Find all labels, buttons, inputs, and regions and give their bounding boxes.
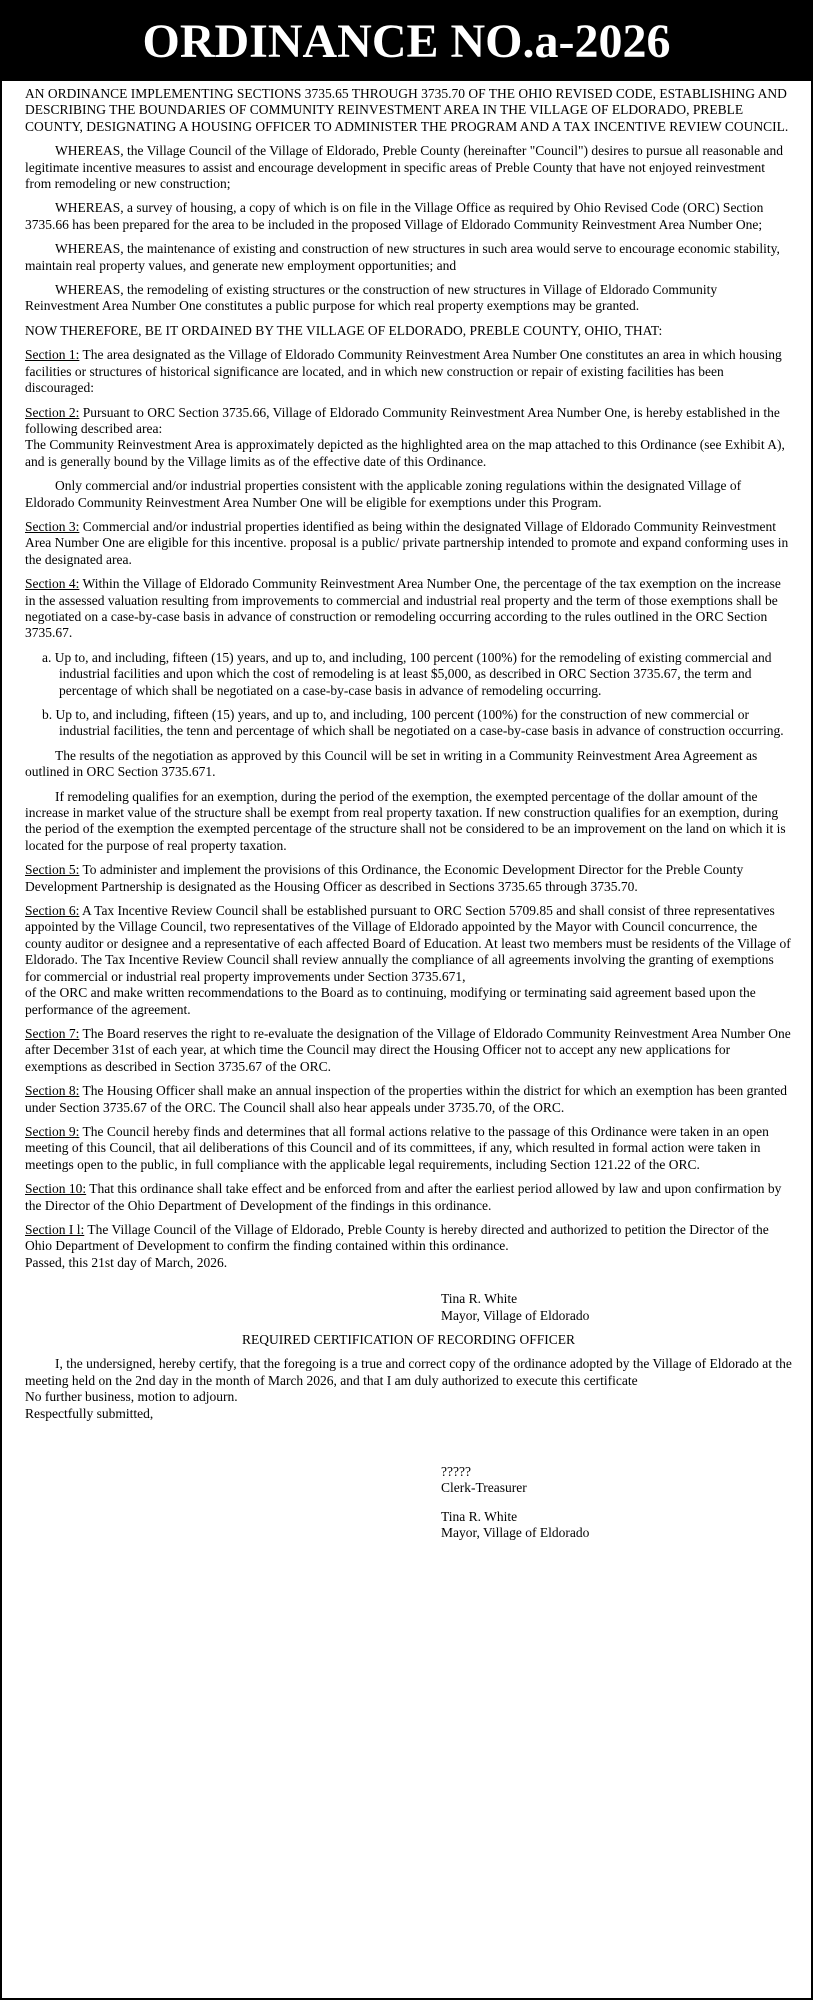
clerk-signature-name: ????? [441, 1464, 471, 1480]
section-5 [25, 862, 792, 895]
certification-text: I, the undersigned, hereby certify, that the foregoing is a true and correct copy of the ordinance adopted by the Village of Eldorado at the meeting held on the 2nd day in the month of March 2026, and that I am duly authorized to execute this certificate [25, 1356, 792, 1388]
section-1 [25, 347, 792, 396]
mayor-signature-2-name: Tina R. White [441, 1508, 518, 1524]
whereas-2: WHEREAS, a survey of housing, a copy of which is on file in the Village Office as required by Ohio Revised Code (ORC) Section 3735.66 has been prepared for the area to be included in the proposed Village of Eldorado Community Reinvestment Area Number One; [25, 200, 764, 232]
section-10-label: Section 10: [25, 1181, 87, 1197]
passed-date: Passed, this 21st day of March, 2026. [25, 1254, 228, 1270]
section-8-label: Section 8: [25, 1083, 80, 1099]
page-title: ORDINANCE NO.a-2026 [2, 2, 811, 81]
whereas-1: WHEREAS, the Village Council of the Village of Eldorado, Preble County (hereinafter "Council") desires to pursue all reasonable and legitimate incentive measures to assist and encourage development in specific areas of Preble County that have not enjoyed reinvestment from remodeling or new construction; [25, 143, 783, 192]
section-7 [25, 1026, 792, 1075]
section-2-text: Pursuant to ORC Section 3735.66, Village of Eldorado Community Reinvestment Area Number One, is hereby established in the following described area: [25, 404, 780, 436]
section-6 [25, 903, 792, 985]
mayor-signature-2-title: Mayor, Village of Eldorado [441, 1525, 590, 1541]
section-9-label: Section 9: [25, 1123, 80, 1139]
section-11 [25, 1222, 792, 1255]
adjourn-note: No further business, motion to adjourn. [25, 1389, 238, 1405]
section-7-label: Section 7: [25, 1025, 80, 1041]
section-7-text: The Board reserves the right to re-evaluate the designation of the Village of Eldorado Community Reinvestment Area Number One after December 31st of each year, at which time the Council may direct the Housing Officer not to accept any new applications for exemptions as described in Section 3735.67 of the ORC. [25, 1025, 791, 1074]
whereas-4: WHEREAS, the remodeling of existing structures or the construction of new structures in Village of Eldorado Community Reinvestment Area Number One constitutes a public purpose for which real property exemptions may be granted. [25, 282, 718, 314]
clerk-signature-title: Clerk-Treasurer [441, 1480, 527, 1496]
section-6-label: Section 6: [25, 903, 80, 919]
preamble: AN ORDINANCE IMPLEMENTING SECTIONS 3735.65 THROUGH 3735.70 OF THE OHIO REVISED CODE, ESTABLISHING AND DESCRIBING THE BOUNDARIES OF COMMUNITY REINVESTMENT AREA IN THE VILLAGE OF ELDORADO, PREBLE COUNTY, DESIGNATING A HOUSING OFFICER TO ADMINISTER THE PROGRAM AND A TAX INCENTIVE REVIEW COUNCIL. [25, 86, 789, 134]
ordained-clause: NOW THEREFORE, BE IT ORDAINED BY THE VILLAGE OF ELDORADO, PREBLE COUNTY, OHIO, THAT: [25, 322, 663, 338]
certification-heading: REQUIRED CERTIFICATION OF RECORDING OFFICER [242, 1332, 575, 1347]
respectfully-submitted: Respectfully submitted, [25, 1405, 154, 1421]
section-9 [25, 1124, 792, 1173]
section-1-label: Section 1: [25, 347, 80, 363]
section-1-text: The area designated as the Village of Eldorado Community Reinvestment Area Number One constitutes an area in which housing facilities or structures of historical significance are located, and in which new construction or repair of existing facilities has been discouraged: [25, 347, 782, 396]
section-4-item-a: a. Up to, and including, fifteen (15) years, and up to, and including, 100 percent (100%) for the remodeling of existing commercial and industrial facilities and upon which the cost of remodeling is at least $5,000, as described in ORC Section 3735.67, the term and percentage of which shall be negotiated on a case-by-case basis in advance of remodeling occurring. [42, 649, 772, 698]
section-2-area: The Community Reinvestment Area is approximately depicted as the highlighted area on the map attached to this Ordinance (see Exhibit A), and is generally bound by the Village limits as of the effective date of this Ordinance. [25, 437, 785, 469]
section-2 [25, 405, 792, 438]
section-5-text: To administer and implement the provisions of this Ordinance, the Economic Development Director for the Preble County Development Partnership is designated as the Housing Officer as described in Sections 3735.65 through 3735.70. [25, 862, 744, 894]
section-6-text: A Tax Incentive Review Council shall be established pursuant to ORC Section 5709.85 and shall consist of three representatives appointed by the Village Council, two representatives of the Village of Eldorado appointed by the Mayor with Council concurrence, the county auditor or designee and a representative of each affected Board of Education. At least two members must be residents of the Village of Eldorado. The Tax Incentive Review Council shall review annually the compliance of all agreements involving the granting of exemptions for commercial or industrial real property improvements under Section 3735.671, [25, 903, 791, 984]
section-5-label: Section 5: [25, 862, 80, 878]
section-2-eligibility: Only commercial and/or industrial properties consistent with the applicable zoning regulations within the designated Village of Eldorado Community Reinvestment Area Number One will be eligible for exemptions under this Program. [25, 478, 742, 510]
section-4 [25, 576, 792, 642]
section-8-text: The Housing Officer shall make an annual inspection of the properties within the district for which an exemption has been granted under Section 3735.67 of the ORC. The Council shall also hear appeals under 3735.70, of the ORC. [25, 1083, 788, 1115]
section-9-text: The Council hereby finds and determines that all formal actions relative to the passage of this Ordinance were taken in an open meeting of this Council, that ail deliberations of this Council and of its committees, if any, which resulted in formal action were taken in meetings open to the public, in full compliance with the applicable legal requirements, including Section 121.22 of the ORC. [25, 1123, 769, 1172]
section-4-label: Section 4: [25, 576, 80, 592]
section-4-exemption: If remodeling qualifies for an exemption, during the period of the exemption, the exempted percentage of the dollar amount of the increase in market value of the structure shall be exempt from real property taxation. If new construction qualifies for an exemption, during the period of the exemption the exempted percentage of the structure shall not be considered to be an improvement on the land on which it is located for the purpose of real property taxation. [25, 788, 786, 853]
section-8 [25, 1083, 792, 1116]
section-11-text: The Village Council of the Village of Eldorado, Preble County is hereby directed and authorized to petition the Director of the Ohio Department of Development to confirm the finding contained within this ordinance. [25, 1221, 769, 1254]
section-4-item-b: b. Up to, and including, fifteen (15) years, and up to, and including, 100 percent (100%) for the construction of new commercial or industrial facilities, the tenn and percentage of which shall be negotiated on a case-by-case basis in advance of construction occurring. [42, 707, 784, 739]
mayor-signature-title: Mayor, Village of Eldorado [441, 1307, 590, 1323]
section-3-label: Section 3: [25, 518, 80, 534]
section-4-text: Within the Village of Eldorado Community Reinvestment Area Number One, the percentage of the tax exemption on the increase in the assessed valuation resulting from improvements to commercial and industrial real property and the term of those exemptions shall be negotiated on a case-by-case basis in advance of construction or remodeling occurring according to the rules outlined in the ORC Section 3735.67. [25, 576, 781, 641]
section-6-continued: of the ORC and make written recommendations to the Board as to continuing, modifying or terminating said agreement based upon the performance of the agreement. [25, 985, 756, 1017]
section-4-negotiation: The results of the negotiation as approved by this Council will be set in writing in a Community Reinvestment Area Agreement as outlined in ORC Section 3735.671. [25, 747, 758, 780]
section-10-text: That this ordinance shall take effect and be enforced from and after the earliest period allowed by law and upon confirmation by the Director of the Ohio Department of Development of the findings in this ordinance. [25, 1181, 782, 1213]
mayor-signature-name: Tina R. White [441, 1291, 518, 1307]
ordinance-body [25, 86, 792, 1542]
section-3-text: Commercial and/or industrial properties identified as being within the designated Village of Eldorado Community Reinvestment Area Number One are eligible for this incentive. proposal is a public/ private partnership intended to promote and expand conforming uses in the designated area. [25, 518, 789, 567]
section-11-label: Section I l: [25, 1221, 85, 1237]
whereas-3: WHEREAS, the maintenance of existing and construction of new structures in such area would serve to encourage economic stability, maintain real property values, and generate new employment opportunities; and [25, 241, 780, 273]
section-3 [25, 519, 792, 568]
section-2-label: Section 2: [25, 404, 80, 420]
section-10 [25, 1181, 792, 1214]
